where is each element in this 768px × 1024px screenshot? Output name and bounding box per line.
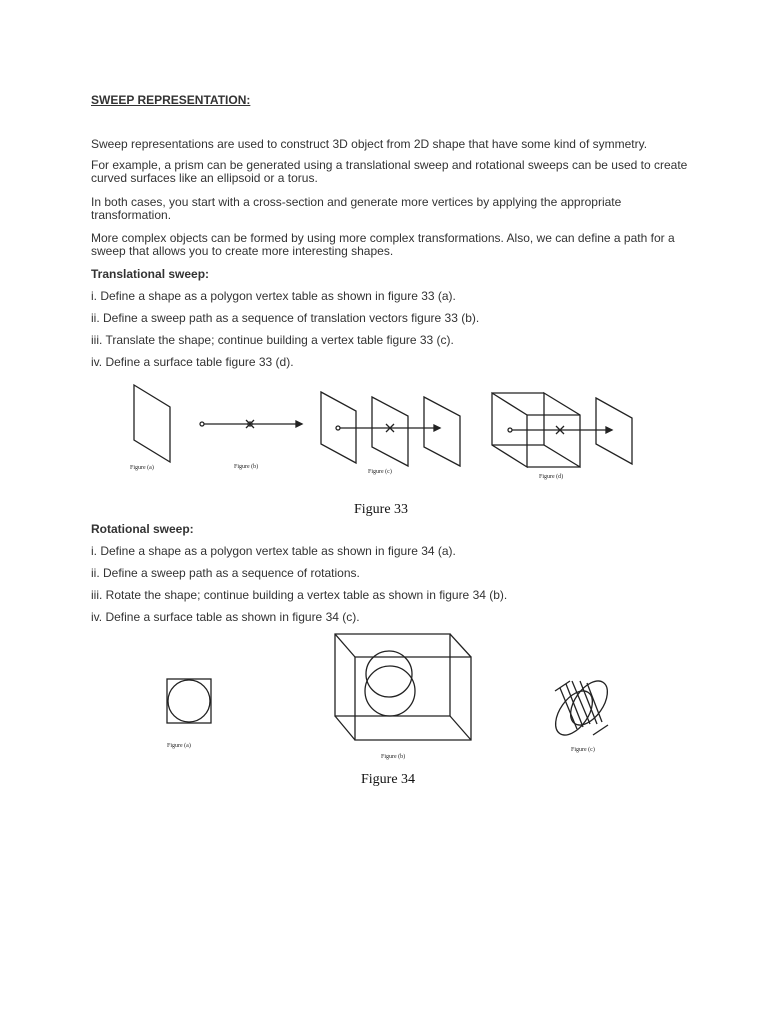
fig33a-caption: Figure (a) bbox=[130, 465, 154, 471]
fig34c-caption: Figure (c) bbox=[571, 747, 595, 753]
section-heading: SWEEP REPRESENTATION: bbox=[91, 93, 251, 107]
fig34c-cylinder bbox=[548, 674, 615, 741]
fig33c-panel-3 bbox=[424, 397, 460, 466]
paragraph-cross-section: In both cases, you start with a cross-section and generate more vertices by applying the appropriate transformation. bbox=[91, 195, 622, 222]
translational-step-4: iv. Define a surface table figure 33 (d). bbox=[91, 355, 294, 369]
fig34b-caption: Figure (b) bbox=[381, 754, 406, 760]
figure-33-illustration bbox=[120, 378, 650, 488]
rotational-step-2: ii. Define a sweep path as a sequence of rotations. bbox=[91, 566, 360, 580]
figure-34-illustration bbox=[150, 628, 630, 763]
fig33d-caption: Figure (d) bbox=[539, 474, 564, 480]
rotational-sweep-title: Rotational sweep: bbox=[91, 522, 194, 536]
fig33c-caption: Figure (c) bbox=[368, 469, 392, 475]
fig34a-caption: Figure (a) bbox=[167, 743, 191, 749]
fig34b-front-face bbox=[335, 634, 450, 716]
fig33d-extra-panel bbox=[596, 398, 632, 464]
fig34a-square bbox=[167, 679, 211, 723]
rotational-step-4: iv. Define a surface table as shown in figure 34 (c). bbox=[91, 610, 360, 624]
fig34a-circle bbox=[168, 680, 210, 722]
translational-step-3: iii. Translate the shape; continue building a vertex table figure 33 (c). bbox=[91, 333, 454, 347]
fig33b-caption: Figure (b) bbox=[234, 464, 259, 470]
rotational-step-1: i. Define a shape as a polygon vertex table as shown in figure 34 (a). bbox=[91, 544, 456, 558]
paragraph-complex: More complex objects can be formed by using more complex transformations. Also, we can define a path for a sweep that allows you to create more interesting shapes. bbox=[91, 231, 675, 258]
fig34b-circle-2 bbox=[365, 666, 415, 716]
figure-34-caption: Figure 34 bbox=[361, 772, 416, 787]
paragraph-intro: Sweep representations are used to construct 3D object from 2D shape that have some kind of symmetry. bbox=[91, 137, 648, 151]
translational-step-1: i. Define a shape as a polygon vertex table as shown in figure 33 (a). bbox=[91, 289, 456, 303]
translational-step-2: ii. Define a sweep path as a sequence of translation vectors figure 33 (b). bbox=[91, 311, 480, 325]
translational-sweep-title: Translational sweep: bbox=[91, 267, 210, 281]
fig34b-back-face bbox=[355, 657, 471, 740]
rotational-step-3: iii. Rotate the shape; continue building a vertex table as shown in figure 34 (b). bbox=[91, 588, 508, 602]
fig33c-panel-2 bbox=[372, 397, 408, 466]
paragraph-example: For example, a prism can be generated using a translational sweep and rotational sweeps can be used to create curved surfaces like an ellipsoid or a torus. bbox=[91, 158, 688, 185]
fig33a-panel bbox=[134, 385, 170, 462]
figure-33-caption: Figure 33 bbox=[354, 502, 409, 517]
fig34b-circle-1 bbox=[366, 651, 412, 697]
